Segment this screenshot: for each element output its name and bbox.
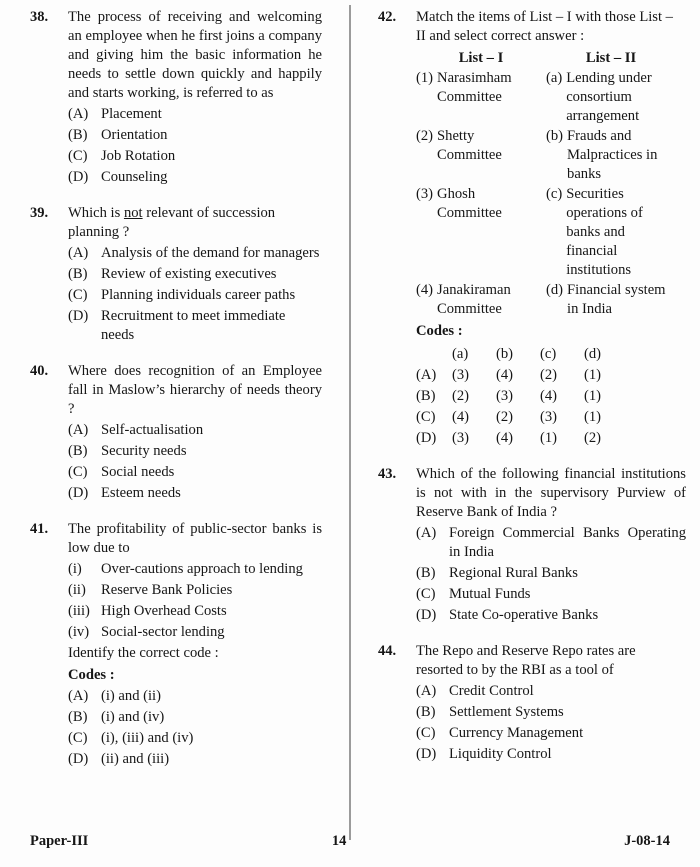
- codes-value: (1): [584, 367, 602, 383]
- option-d[interactable]: [68, 750, 322, 769]
- item-key: (3): [416, 186, 434, 202]
- option-a[interactable]: [68, 421, 322, 440]
- question-body: [68, 204, 322, 345]
- statement-iv: [68, 623, 322, 642]
- question-body: [68, 8, 322, 187]
- option-text: (i) and (iv): [101, 709, 165, 725]
- statement-text: Reserve Bank Policies: [101, 582, 233, 598]
- option-c[interactable]: [68, 286, 322, 305]
- codes-value: (2): [584, 430, 602, 446]
- option-list: [68, 244, 322, 345]
- footer-paper-code: J-08-14: [624, 833, 670, 849]
- option-key: (A): [68, 106, 89, 122]
- question-number: 41.: [30, 521, 49, 537]
- question-body: [416, 465, 686, 625]
- match-row: [416, 69, 686, 126]
- item-key: (1): [416, 70, 434, 86]
- item-text: Narasimham Committee: [437, 70, 512, 105]
- codes-value: (1): [584, 409, 602, 425]
- option-b[interactable]: [68, 126, 322, 145]
- item-text: Janakiraman Committee: [437, 282, 511, 317]
- option-b[interactable]: [68, 708, 322, 727]
- option-list: [68, 421, 322, 503]
- codes-grid: [416, 345, 686, 448]
- stem-part-pre: Which is: [68, 205, 124, 221]
- option-d[interactable]: [68, 484, 322, 503]
- list-1-item: [416, 69, 546, 126]
- statement-i: [68, 560, 322, 579]
- option-key: (C): [416, 725, 436, 741]
- option-text: Orientation: [101, 127, 168, 143]
- list-1-item: [416, 127, 546, 184]
- codes-option-key: (B): [416, 388, 436, 404]
- option-key: (D): [68, 308, 89, 324]
- codes-value: (3): [496, 388, 514, 404]
- option-key: (B): [68, 443, 88, 459]
- question-body: [68, 520, 322, 769]
- item-key: (4): [416, 282, 434, 298]
- question-number: 42.: [378, 9, 397, 25]
- question-43: [378, 465, 686, 625]
- list-2-item: [546, 281, 676, 319]
- item-text: Ghosh Committee: [437, 186, 502, 221]
- codes-option-b[interactable]: [416, 387, 686, 406]
- statement-list: [68, 560, 322, 642]
- item-key: (d): [546, 282, 564, 298]
- question-number: 40.: [30, 363, 49, 379]
- item-text: Securities operations of banks and financial institutions: [566, 186, 643, 278]
- codes-label: Codes :: [416, 323, 463, 339]
- codes-label: Codes :: [68, 667, 115, 683]
- item-text: Frauds and Malpractices in banks: [567, 128, 658, 182]
- list-2-item: [546, 127, 676, 184]
- codes-col-c: (c): [540, 346, 557, 362]
- option-d[interactable]: [68, 307, 322, 345]
- codes-value: (3): [540, 409, 558, 425]
- option-a[interactable]: [68, 244, 322, 263]
- codes-value: (1): [540, 430, 558, 446]
- question-stem: The profitability of public-sector banks is low due to: [68, 521, 322, 556]
- question-39: [30, 204, 322, 345]
- option-list: [68, 105, 322, 187]
- option-list: [416, 682, 686, 764]
- codes-corner: [416, 345, 452, 364]
- option-a[interactable]: [68, 687, 322, 706]
- option-c[interactable]: [68, 147, 322, 166]
- option-text: Review of existing executives: [101, 266, 277, 282]
- option-key: (D): [416, 746, 437, 762]
- option-d[interactable]: [416, 745, 686, 764]
- statement-text: Over-cautions approach to lending: [101, 561, 303, 577]
- list-1-item: [416, 281, 546, 319]
- option-list: [68, 687, 322, 769]
- item-text: Financial system in India: [567, 282, 666, 317]
- option-a[interactable]: [416, 682, 686, 701]
- option-c[interactable]: [416, 585, 686, 604]
- identify-code-line: Identify the correct code :: [68, 645, 219, 661]
- item-key: (c): [546, 186, 563, 202]
- option-text: Liquidity Control: [449, 746, 552, 762]
- option-b[interactable]: [68, 265, 322, 284]
- codes-value: (1): [584, 388, 602, 404]
- item-text: Shetty Committee: [437, 128, 502, 163]
- codes-value: (3): [452, 430, 470, 446]
- option-a[interactable]: [68, 105, 322, 124]
- question-38: [30, 8, 322, 187]
- question-41: [30, 520, 322, 769]
- option-text: Settlement Systems: [449, 704, 564, 720]
- option-text: Analysis of the demand for managers: [101, 245, 320, 261]
- codes-option-a[interactable]: [416, 366, 686, 385]
- codes-value: (3): [452, 367, 470, 383]
- option-text: (i), (iii) and (iv): [101, 730, 194, 746]
- codes-option-d[interactable]: [416, 429, 686, 448]
- option-a[interactable]: [416, 524, 686, 562]
- option-text: Regional Rural Banks: [449, 565, 578, 581]
- question-number: 38.: [30, 9, 49, 25]
- option-d[interactable]: [416, 606, 686, 625]
- statement-key: (iii): [68, 603, 90, 619]
- option-text: Recruitment to meet immediate needs: [101, 308, 286, 343]
- codes-value: (4): [496, 430, 514, 446]
- page-footer: [0, 833, 700, 850]
- question-body: [416, 642, 686, 764]
- footer-paper-label: Paper-III: [30, 833, 89, 849]
- option-text: (i) and (ii): [101, 688, 161, 704]
- list-2-header: List – II: [585, 50, 637, 66]
- option-key: (A): [68, 245, 89, 261]
- option-key: (B): [68, 127, 88, 143]
- option-text: Self-actualisation: [101, 422, 204, 438]
- option-key: (A): [416, 525, 437, 541]
- option-key: (A): [68, 688, 89, 704]
- question-number: 43.: [378, 466, 397, 482]
- option-key: (B): [68, 709, 88, 725]
- statement-iii: [68, 602, 322, 621]
- stem-part-post: relevant of succession planning ?: [68, 205, 276, 240]
- option-text: Job Rotation: [101, 148, 176, 164]
- statement-text: High Overhead Costs: [101, 603, 227, 619]
- item-text: Lending under consortium arrangement: [566, 70, 652, 124]
- codes-col-b: (b): [496, 346, 514, 362]
- codes-col-a: (a): [452, 346, 469, 362]
- match-row: [416, 185, 686, 280]
- codes-value: (2): [540, 367, 558, 383]
- list-1-item: [416, 185, 546, 280]
- codes-option-c[interactable]: [416, 408, 686, 427]
- question-body: [416, 8, 686, 448]
- question-number: 44.: [378, 643, 397, 659]
- question-40: [30, 362, 322, 503]
- question-number: 39.: [30, 205, 49, 221]
- question-stem: The process of receiving and welcoming an employee when he first joins a company and giving him the basic information he needs to settle down quickly and happily and starts working, is referred to as: [68, 9, 322, 101]
- statement-key: (ii): [68, 582, 86, 598]
- codes-value: (2): [452, 388, 470, 404]
- match-row: [416, 281, 686, 319]
- right-column: [350, 0, 700, 840]
- option-key: (B): [68, 266, 88, 282]
- question-body: [68, 362, 322, 503]
- option-key: (C): [68, 148, 88, 164]
- question-stem: Where does recognition of an Employee fall in Maslow’s hierarchy of needs theory ?: [68, 363, 322, 417]
- left-column: [0, 0, 350, 840]
- option-text: Placement: [101, 106, 162, 122]
- option-text: Planning individuals career paths: [101, 287, 296, 303]
- option-c[interactable]: [68, 729, 322, 748]
- option-key: (D): [68, 169, 89, 185]
- option-text: Credit Control: [449, 683, 534, 699]
- option-text: Currency Management: [449, 725, 584, 741]
- option-text: State Co-operative Banks: [449, 607, 599, 623]
- option-key: (C): [416, 586, 436, 602]
- option-text: Security needs: [101, 443, 187, 459]
- option-b[interactable]: [416, 703, 686, 722]
- codes-value: (4): [540, 388, 558, 404]
- codes-col-d: (d): [584, 346, 602, 362]
- option-key: (D): [416, 607, 437, 623]
- item-key: (2): [416, 128, 434, 144]
- option-b[interactable]: [416, 564, 686, 583]
- codes-value: (4): [452, 409, 470, 425]
- codes-value: (4): [496, 367, 514, 383]
- option-text: Esteem needs: [101, 485, 181, 501]
- option-b[interactable]: [68, 442, 322, 461]
- statement-key: (iv): [68, 624, 90, 640]
- statement-ii: [68, 581, 322, 600]
- option-c[interactable]: [68, 463, 322, 482]
- codes-header-row: [416, 345, 686, 364]
- question-stem: Match the items of List – I with those List – II and select correct answer :: [416, 9, 673, 44]
- question-stem: The Repo and Reserve Repo rates are resorted to by the RBI as a tool of: [416, 643, 636, 678]
- option-key: (C): [68, 464, 88, 480]
- list-2-item: [546, 185, 676, 280]
- option-key: (B): [416, 565, 436, 581]
- option-text: Mutual Funds: [449, 586, 531, 602]
- match-row: [416, 127, 686, 184]
- option-key: (C): [68, 287, 88, 303]
- codes-value: (2): [496, 409, 514, 425]
- list-1-header: List – I: [458, 50, 504, 66]
- codes-option-key: (A): [416, 367, 437, 383]
- footer-page-number: 14: [331, 833, 347, 849]
- statement-text: Social-sector lending: [101, 624, 225, 640]
- option-key: (A): [68, 422, 89, 438]
- question-stem: Which of the following financial institutions is not with in the supervisory Purview of Reserve Bank of India ?: [416, 466, 686, 520]
- option-text: (ii) and (iii): [101, 751, 170, 767]
- option-key: (D): [68, 751, 89, 767]
- question-42: [378, 8, 686, 448]
- item-key: (a): [546, 70, 563, 86]
- option-key: (B): [416, 704, 436, 720]
- question-44: [378, 642, 686, 764]
- option-text: Foreign Commercial Banks Operating in India: [449, 525, 686, 560]
- option-d[interactable]: [68, 168, 322, 187]
- match-list-headers: [416, 49, 686, 68]
- option-text: Counseling: [101, 169, 168, 185]
- question-stem: [68, 204, 322, 242]
- option-key: (C): [68, 730, 88, 746]
- option-list: [416, 524, 686, 625]
- stem-emphasis-not: not: [123, 205, 143, 221]
- codes-option-key: (C): [416, 409, 436, 425]
- option-key: (D): [68, 485, 89, 501]
- statement-key: (i): [68, 561, 82, 577]
- option-key: (A): [416, 683, 437, 699]
- list-2-item: [546, 69, 676, 126]
- option-c[interactable]: [416, 724, 686, 743]
- option-text: Social needs: [101, 464, 175, 480]
- codes-option-key: (D): [416, 430, 437, 446]
- item-key: (b): [546, 128, 564, 144]
